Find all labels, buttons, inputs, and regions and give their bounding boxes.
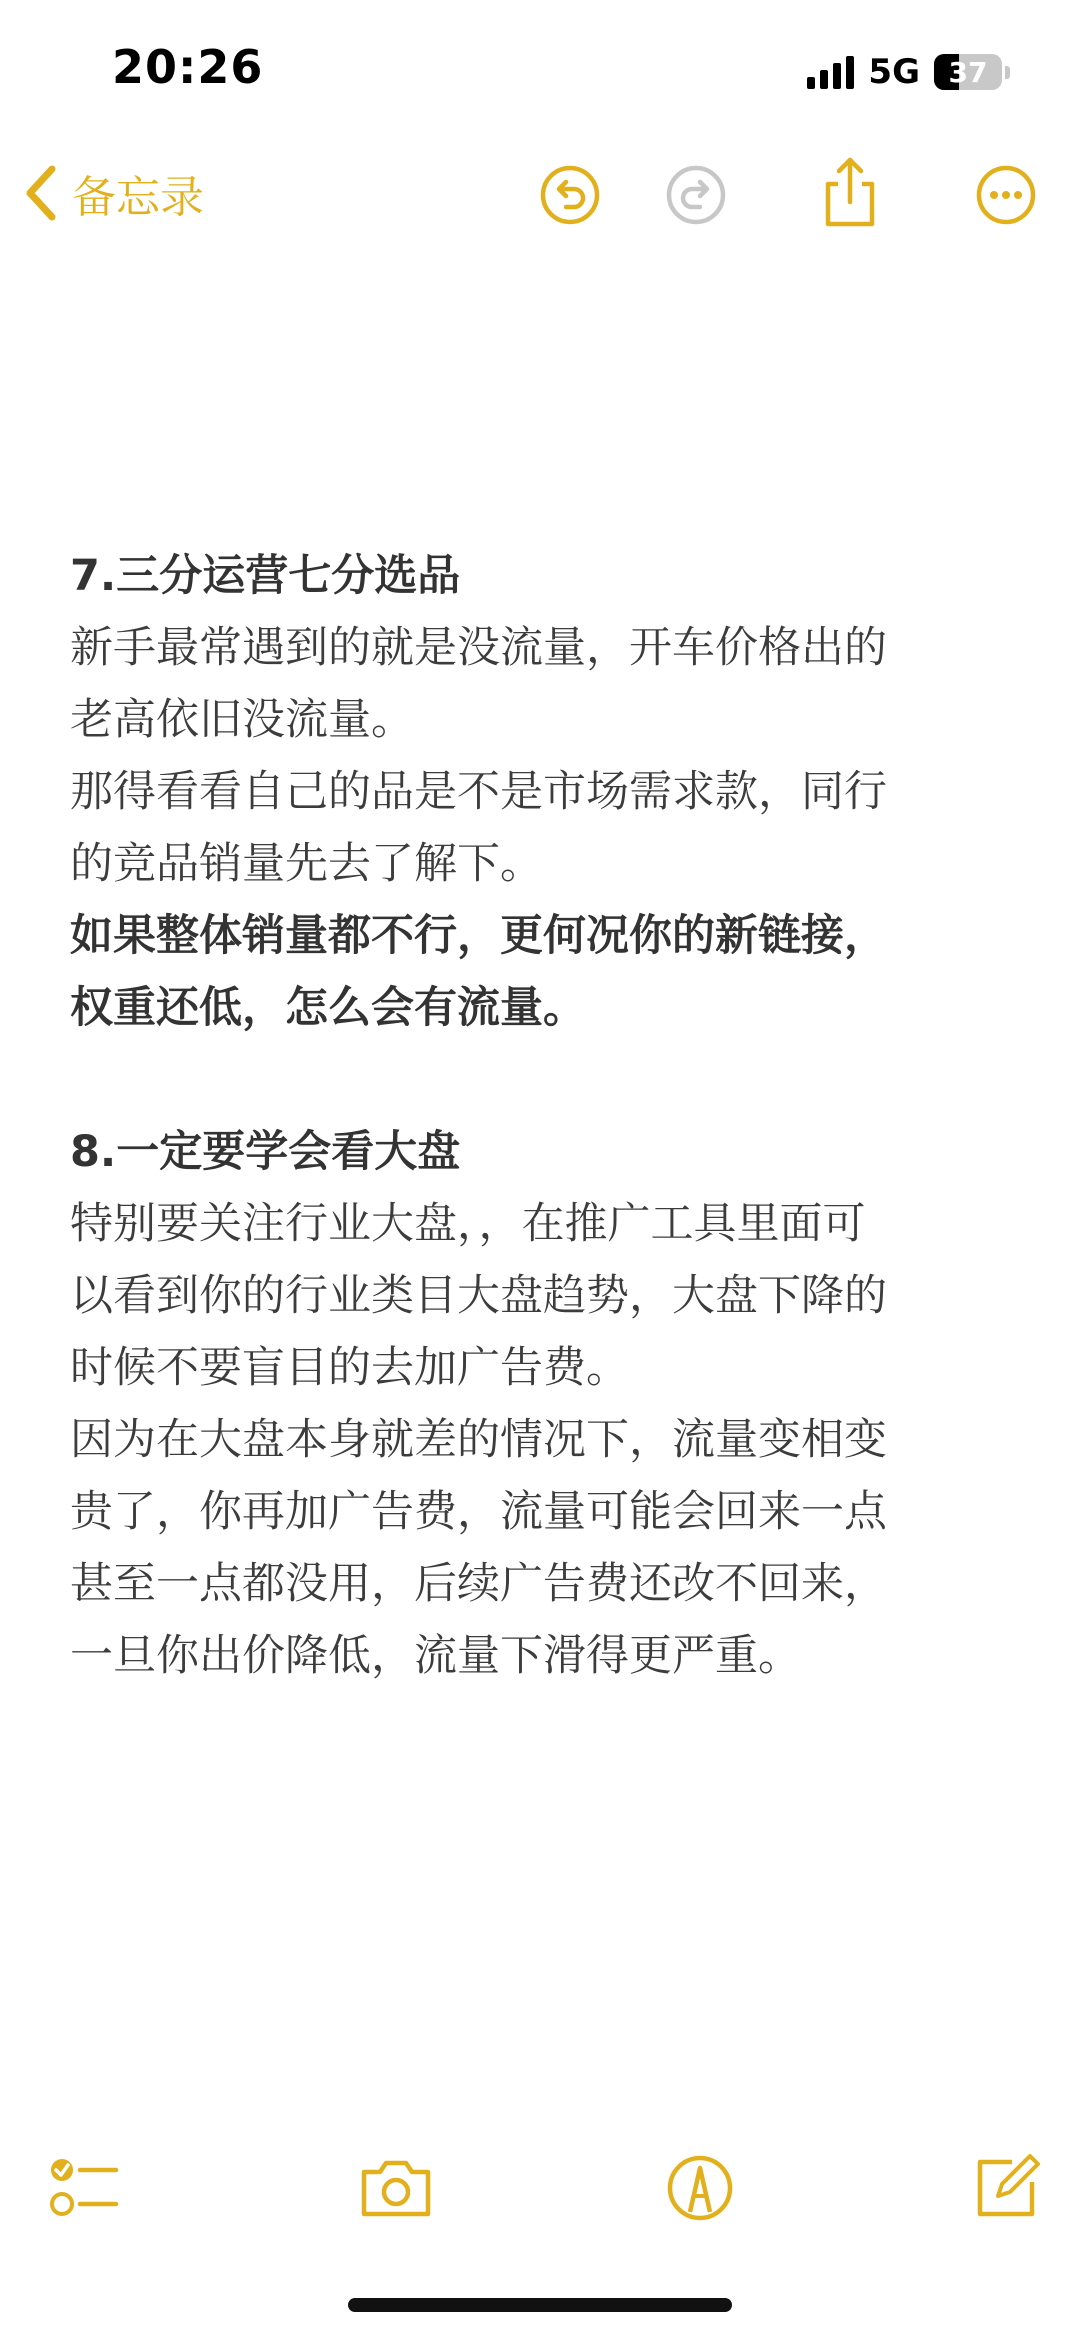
note-body[interactable] (70, 540, 1030, 1692)
note-line: 因为在大盘本身就差的情况下，流量变相变 (70, 1415, 887, 1465)
back-label: 备忘录 (72, 172, 204, 223)
paragraph-gap (70, 1044, 1030, 1116)
checklist-icon[interactable] (46, 2150, 122, 2226)
battery-nub (1005, 66, 1010, 79)
note-line: 那得看看自己的品是不是市场需求款，同行 (70, 767, 887, 817)
note-line: 以看到你的行业类目大盘趋势，大盘下降的 (70, 1271, 887, 1321)
battery-icon (934, 54, 1002, 90)
note-line: 的竞品销量先去了解下。 (70, 839, 543, 889)
battery-percentage: 37 (948, 55, 988, 89)
note-line: 新手最常遇到的就是没流量，开车价格出的 (70, 623, 887, 673)
camera-icon[interactable] (358, 2150, 434, 2226)
note-line: 甚至一点都没用，后续广告费还改不回来， (70, 1559, 887, 1609)
note-line: 一旦你出价降低，流量下滑得更严重。 (70, 1631, 801, 1681)
note-line: 时候不要盲目的去加广告费。 (70, 1343, 629, 1393)
note-line-bold: 权重还低，怎么会有流量。 (70, 983, 586, 1033)
undo-icon[interactable] (538, 163, 602, 227)
section-title: 8.一定要学会看大盘 (70, 1127, 461, 1177)
compose-icon[interactable] (968, 2150, 1044, 2226)
note-line: 老高依旧没流量。 (70, 695, 414, 745)
status-bar (0, 0, 1080, 140)
bottom-toolbar (0, 2130, 1080, 2240)
note-line: 特别要关注行业大盘，，在推广工具里面可 (70, 1199, 866, 1249)
note-line-bold: 如果整体销量都不行，更何况你的新链接， (70, 911, 887, 961)
more-icon[interactable] (974, 163, 1038, 227)
note-line: 贵了，你再加广告费，流量可能会回来一点 (70, 1487, 887, 1537)
status-indicators (807, 52, 1010, 92)
network-type: 5G (868, 52, 920, 92)
share-icon[interactable] (818, 154, 882, 230)
chevron-left-icon (22, 163, 58, 223)
section-title: 7.三分运营七分选品 (70, 551, 461, 601)
home-indicator[interactable] (348, 2298, 732, 2312)
status-time: 20:26 (112, 40, 264, 94)
cellular-signal-icon (807, 55, 854, 89)
nav-bar (0, 140, 1080, 250)
redo-icon[interactable] (664, 163, 728, 227)
markup-icon[interactable] (662, 2150, 738, 2226)
back-button[interactable] (22, 158, 204, 228)
